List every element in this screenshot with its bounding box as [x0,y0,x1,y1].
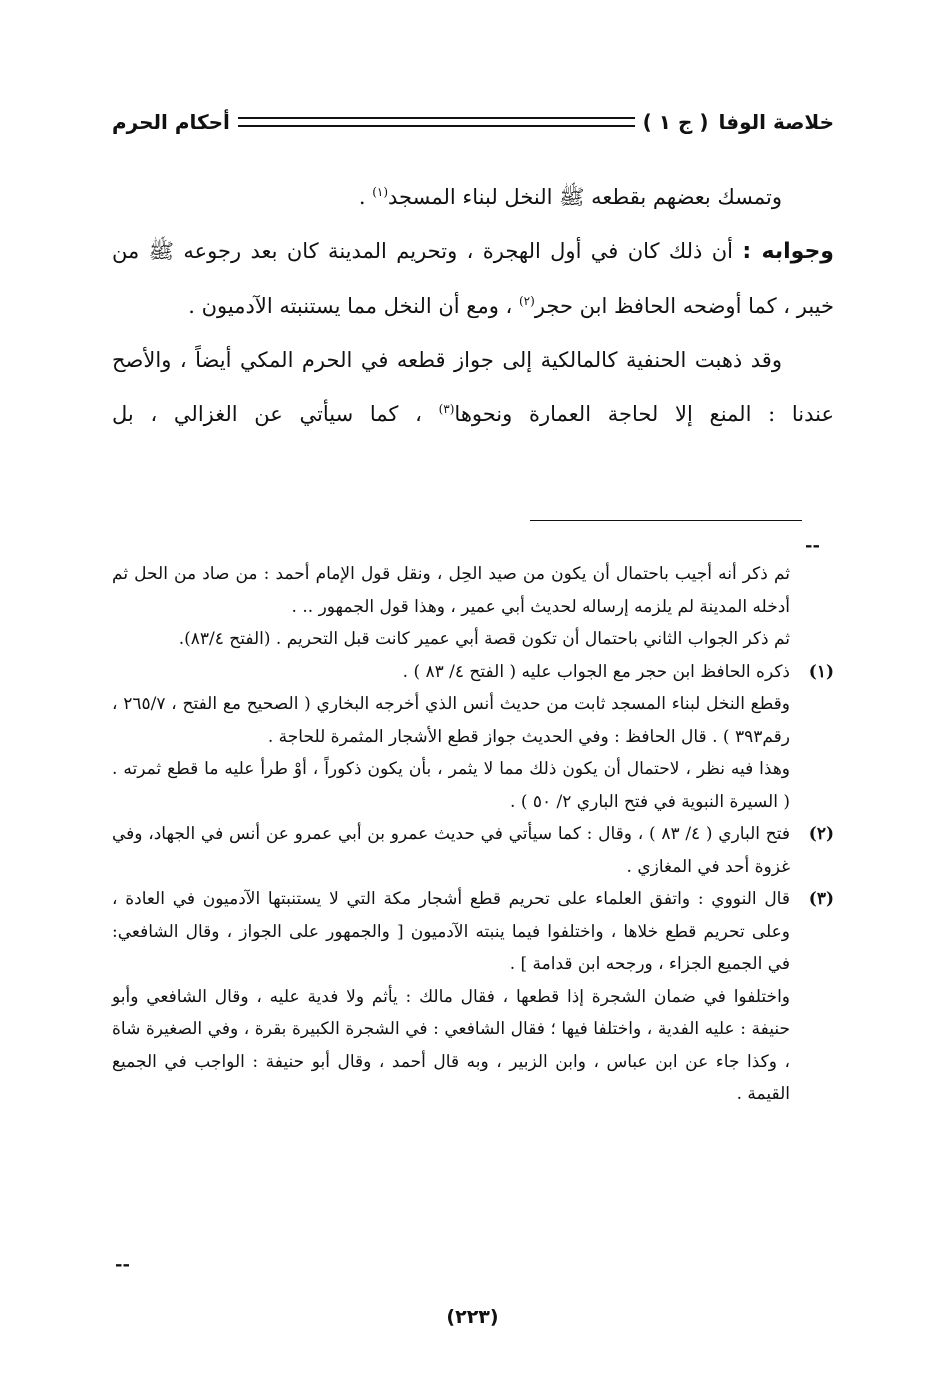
main-paragraph-3-text: وقد ذهبت الحنفية كالمالكية إلى جواز قطعه في الحرم المكي أيضاً ، والأصح عندنا : المنع إلا لحاجة العمارة ونحوها [112,348,834,426]
main-text [112,170,834,441]
running-header [112,104,834,140]
footnote-3-text: قال النووي : واتفق العلماء على تحريم قطع أشجار مكة التي لا يستنبتها الآدميون في العادة ، وعلى تحريم قطع خلاها ، واختلفوا فيما ينبته الآدميون [ والجمهور على الجواز ، وقال الشافعي: في الجميع الجزاء ، ورجحه ابن قدامة ] . [112,889,790,974]
main-paragraph-2 [112,224,834,333]
footnote-separator [530,520,802,521]
main-paragraph-3-end: ، كما سيأتي عن الغزالي ، بل [112,402,439,426]
chapter-title: أحكام الحرم [112,110,230,134]
footnote-1 [112,656,834,689]
continuation-dash-bottom: -- [115,1254,130,1275]
footnote-1-text: ذكره الحافظ ابن حجر مع الجواب عليه ( الفتح ٤/ ٨٣ ) . [402,661,790,682]
header-double-rule [238,117,635,127]
main-paragraph-1-text: وتمسك بعضهم بقطعه ﷺ النخل لبناء المسجد [388,185,782,209]
footnote-ref-2: (٢) [518,294,535,308]
footnote-3 [112,883,834,981]
volume-label: ( ج ١ ) [642,110,709,134]
footnotes [112,558,834,1111]
answer-lead: وجوابه : [742,239,834,264]
main-paragraph-2-text: أن ذلك كان في أول الهجرة ، وتحريم المدينة كان بعد رجوعه ﷺ من خيبر ، كما أوضحه الحافظ ابن حجر [112,239,834,318]
footnote-2-number: (٢) [808,824,834,844]
main-paragraph-1 [112,170,834,224]
footnote-continuation-2: ثم ذكر الجواب الثاني باحتمال أن تكون قصة أبي عمير كانت قبل التحريم . (الفتح ٨٣/٤). [178,629,790,649]
main-paragraph-1-end: . [358,185,373,209]
footnote-ref-3: (٣) [438,402,455,416]
continuation-dash-top: -- [805,535,820,556]
page-number: (٢٢٣) [446,1306,499,1328]
footnote-2-text: فتح الباري ( ٤/ ٨٣ ) ، وقال : كما سيأتي في حديث عمرو بن أبي عمرو عن أنس في الجهاد، وفي غزوة أحد في المغازي . [112,824,790,877]
footnote-1-number: (١) [808,661,834,682]
main-paragraph-3 [112,333,834,441]
main-paragraph-2-end: ، ومع أن النخل مما يستنبته الآدميون . [188,294,519,318]
footnote-2 [112,818,834,883]
footnote-1-paragraph-2: وقطع النخل لبناء المسجد ثابت من حديث أنس الذي أخرجه البخاري ( الصحيح مع الفتح ، ٢٦٥/٧ ، رقم٣٩٣ ) . قال الحافظ : وفي الحديث جواز قطع الأشجار المثمرة للحاجة . [112,694,790,747]
book-title: خلاصة الوفا [718,110,834,134]
footnote-1-paragraph-3: وهذا فيه نظر ، لاحتمال أن يكون ذلك مما لا يثمر ، بأن يكون ذكوراً ، أوْ طرأ عليه ما قطع ثمرته . ( السيرة النبوية في فتح الباري ٢/ ٥٠ ) . [112,759,790,812]
footnote-continuation-1: ثم ذكر أنه أجيب باحتمال أن يكون من صيد الحِل ، ونقل قول الإمام أحمد : من صاد من الحل ثم أدخله المدينة لم يلزمه إرساله لحديث أبي عمير ، وهذا قول الجمهور .. . [112,564,790,617]
footnote-ref-1: (١) [372,185,389,199]
footnote-3-number: (٣) [808,889,834,909]
footnote-3-paragraph-2: واختلفوا في ضمان الشجرة إذا قطعها ، فقال مالك : يأثم ولا فدية عليه ، وقال الشافعي وأبو حنيفة : عليه الفدية ، واختلفا فيها ؛ فقال الشافعي : في الشجرة الكبيرة بقرة ، وفي الصغيرة شاة ، وكذا جاء عن ابن عباس ، وابن الزبير ، وبه قال أحمد ، وقال أبو حنيفة : الواجب في الجميع القيمة . [112,986,790,1104]
